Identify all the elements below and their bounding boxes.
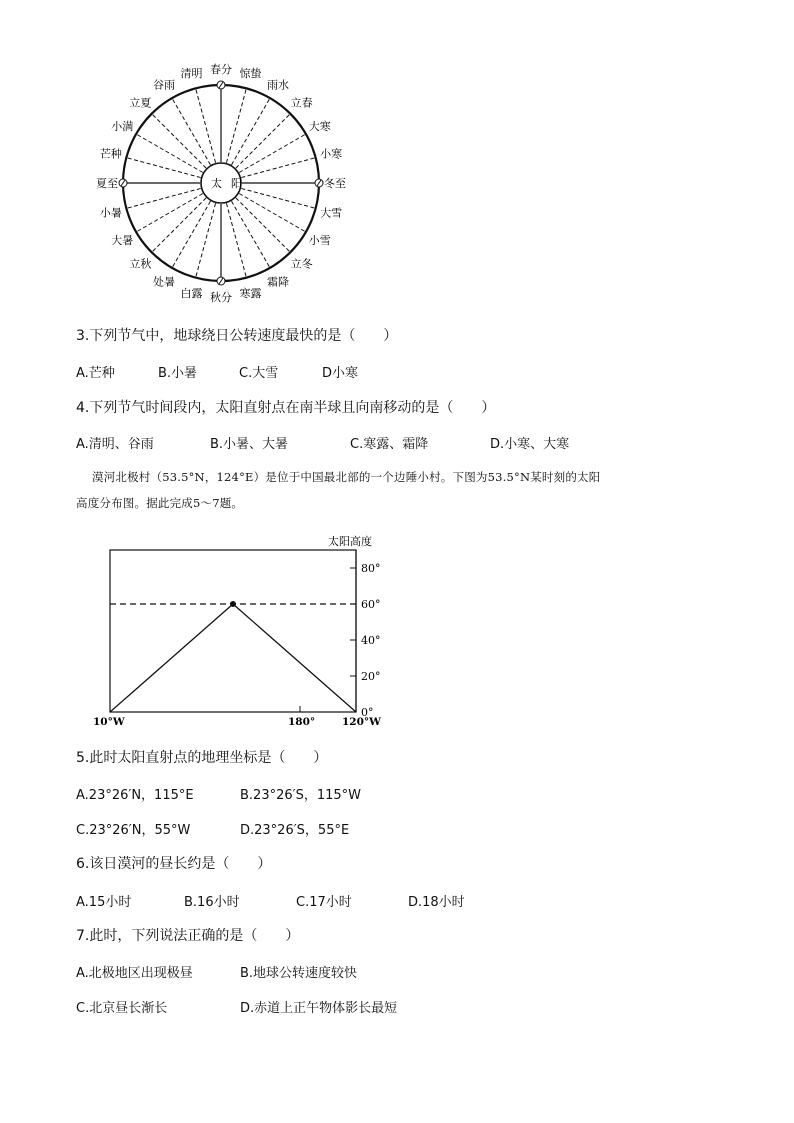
term-label: 小雪 <box>308 234 331 247</box>
term-label: 小满 <box>111 120 134 133</box>
term-ray <box>126 158 200 178</box>
q7-option-a[interactable]: A.北极地区出现极昼 <box>76 966 193 981</box>
q6-option-d[interactable]: D.18小时 <box>408 895 465 910</box>
term-label: 立夏 <box>129 96 152 110</box>
q7-option-d[interactable]: D.赤道上正午物体影长最短 <box>240 1001 398 1016</box>
q5-option-d[interactable]: D.23°26′S，55°E <box>240 823 350 838</box>
term-label: 春分 <box>210 63 232 76</box>
term-label: 芒种 <box>99 147 122 161</box>
q3-option-d[interactable]: D小寒 <box>322 366 359 381</box>
term-ray <box>239 194 306 233</box>
term-label: 大寒 <box>308 120 331 133</box>
y-axis-title: 太阳高度 <box>328 535 372 548</box>
peak-point <box>230 601 236 607</box>
q3-option-c[interactable]: C.大雪 <box>239 366 279 381</box>
y-tick-label: 60° <box>361 598 381 611</box>
term-ray <box>226 203 246 277</box>
term-ray <box>239 134 306 173</box>
term-ray <box>172 201 211 268</box>
solar-terms-diagram <box>60 50 380 310</box>
term-ray <box>196 88 216 162</box>
x-label-10w: 10°W <box>93 716 125 728</box>
x-label-120w: 120°W <box>342 716 381 728</box>
term-ray <box>136 194 203 233</box>
q5-option-c[interactable]: C.23°26′N，55°W <box>76 823 191 838</box>
intro-line-1: 漠河北极村（53.5°N，124°E）是位于中国最北部的一个边陲小村。下图为53.5°N某时刻的太阳 <box>92 470 601 484</box>
term-label: 夏至 <box>96 177 118 190</box>
q7-stem: 7.此时，下列说法正确的是（ ） <box>76 928 300 944</box>
q4-option-d[interactable]: D.小寒、大寒 <box>490 437 570 452</box>
q3-option-b[interactable]: B.小暑 <box>158 366 198 381</box>
q5-stem: 5.此时太阳直射点的地理坐标是（ ） <box>76 750 328 766</box>
term-ray <box>152 114 206 168</box>
term-label: 谷雨 <box>153 78 175 92</box>
term-label: 白露 <box>180 287 203 301</box>
q6-option-b[interactable]: B.16小时 <box>184 895 240 910</box>
q4-option-c[interactable]: C.寒露、霜降 <box>350 437 429 452</box>
term-label: 秋分 <box>210 291 232 304</box>
intro-line-2: 高度分布图。据此完成5～7题。 <box>76 496 244 510</box>
term-ray <box>136 134 203 173</box>
term-label: 大雪 <box>320 206 343 220</box>
y-tick-label: 40° <box>361 634 381 647</box>
sun-label-1: 太 <box>211 177 222 190</box>
y-tick-label: 80° <box>361 562 381 575</box>
q4-option-b[interactable]: B.小暑、大暑 <box>210 437 289 452</box>
term-ray <box>226 88 246 162</box>
term-ray <box>241 188 315 208</box>
q6-stem: 6.该日漠河的昼长约是（ ） <box>76 856 272 872</box>
term-label: 立秋 <box>129 257 152 271</box>
term-ray <box>232 201 271 268</box>
q7-option-b[interactable]: B.地球公转速度较快 <box>240 966 358 981</box>
term-label: 立冬 <box>290 257 313 271</box>
term-label: 寒露 <box>239 287 262 301</box>
q3-option-a[interactable]: A.芒种 <box>76 366 115 381</box>
q6-option-c[interactable]: C.17小时 <box>296 895 352 910</box>
term-ray <box>236 198 290 252</box>
q4-stem: 4.下列节气时间段内，太阳直射点在南半球且向南移动的是（ ） <box>76 400 496 416</box>
term-label: 冬至 <box>324 177 346 190</box>
term-ray <box>172 98 211 165</box>
x-label-180: 180° <box>288 716 316 728</box>
term-ray <box>196 203 216 277</box>
sun-altitude-chart <box>80 530 400 735</box>
term-label: 小寒 <box>320 147 343 161</box>
term-ray <box>126 188 200 208</box>
chart-frame <box>110 550 356 712</box>
term-ray <box>232 98 271 165</box>
altitude-series-line <box>110 604 356 712</box>
sun-label-2: 阳 <box>231 177 242 190</box>
q6-option-a[interactable]: A.15小时 <box>76 895 132 910</box>
term-label: 立春 <box>290 96 313 110</box>
term-ray <box>236 114 290 168</box>
q7-option-c[interactable]: C.北京昼长渐长 <box>76 1001 168 1016</box>
q4-option-a[interactable]: A.清明、谷雨 <box>76 437 154 452</box>
q3-stem: 3.下列节气中，地球绕日公转速度最快的是（ ） <box>76 328 398 344</box>
q5-option-b[interactable]: B.23°26′S，115°W <box>240 788 362 803</box>
term-label: 处暑 <box>153 275 175 289</box>
term-ray <box>241 158 315 178</box>
y-tick-label: 0° <box>361 706 374 719</box>
y-tick-label: 20° <box>361 670 381 683</box>
term-label: 惊蛰 <box>239 66 262 80</box>
term-label: 大暑 <box>111 234 134 247</box>
term-label: 清明 <box>180 66 203 80</box>
term-label: 雨水 <box>267 78 289 92</box>
term-label: 小暑 <box>99 206 122 220</box>
term-label: 霜降 <box>267 275 289 289</box>
q5-option-a[interactable]: A.23°26′N，115°E <box>76 788 194 803</box>
term-ray <box>152 198 206 252</box>
